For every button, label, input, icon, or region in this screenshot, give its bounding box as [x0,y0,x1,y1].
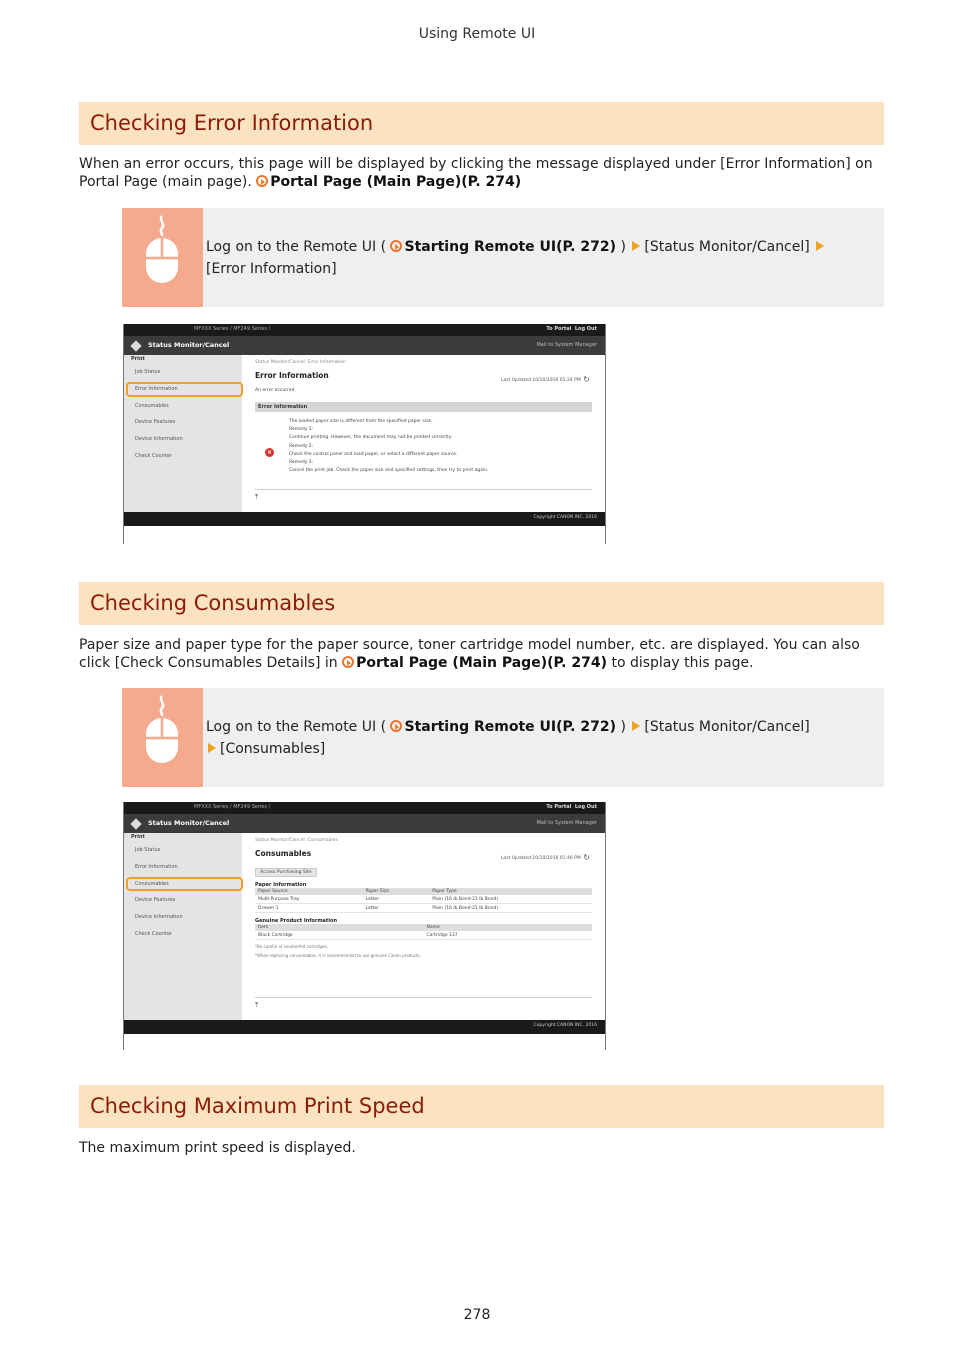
highlight-outline [126,382,243,397]
screenshot-titlebar: Status Monitor/Cancel Mail to System Manager [124,336,605,355]
link-arrow-icon [390,240,402,252]
remote-ui-logo-icon [130,818,141,829]
step-arrow-icon [632,241,640,251]
section-title: Checking Maximum Print Speed [90,1094,425,1118]
to-top-icon[interactable]: ⤒ [255,1001,259,1009]
step-text: Log on to the Remote UI ( Starting Remote UI(P. 272) ) [Status Monitor/Cancel] [Error Information] [206,236,866,280]
access-purchasing-site-button[interactable]: Access Purchasing Site [255,868,317,877]
screenshot-topbar: MFXXX Series / MF249 Series / To Portal Log Out [124,324,605,336]
section-title: Checking Consumables [90,591,336,615]
sidebar-item-job-status[interactable]: Job Status [135,369,161,375]
menu-path-error-information: [Error Information] [206,261,337,277]
to-portal-link[interactable]: To Portal [546,326,572,332]
table-row: Multi-Purpose Tray Letter Plain (16 lb Bond-21 lb Bond) [255,895,592,904]
genuine-product-table: Item Name Black Cartridge Cartridge 137 [255,924,592,940]
section-heading-error-information [79,102,884,145]
sidebar-item-error-information[interactable]: Error Information [124,381,242,398]
starting-remote-ui-link[interactable]: Starting Remote UI(P. 272) [390,719,616,735]
highlight-outline [126,877,243,892]
paper-info-table: Paper Source Paper Size Paper Type Multi-Purpose Tray Letter Plain (16 lb Bond-21 lb Bond) Drawer 1 Letter Plain (16 lb Bond-21 lb Bond) [255,888,592,913]
portal-page-link[interactable]: Portal Page (Main Page)(P. 274) [342,655,607,671]
sidebar-item-job-status[interactable]: Job Status [135,847,161,853]
menu-path-status-monitor: [Status Monitor/Cancel] [644,719,810,735]
sidebar-item-device-features[interactable]: Device Features [135,897,176,904]
page-number: 278 [463,1307,491,1323]
intro-text: When an error occurs, this page will be displayed by clicking the message displayed under [Error Information] on Portal Page (main page). [79,156,873,190]
procedure-step [122,688,884,787]
to-top-icon[interactable]: ⤒ [255,493,259,501]
sidebar-item-check-counter[interactable]: Check Counter [135,930,172,937]
screenshot-main: Status Monitor/Cancel: Error Information Error Information Last Updated:10/10/2016 01:24 PM ↻ An error occurred. Error Information × The loaded paper size is different from the specified paper size. Remedy 1: Continue printing. However, the document may not be printed correctly. Remedy 2: Check the control panel and load paper, or select a different paper source. Remedy 3: Cancel the print job. Check the paper size and specified settings, then try to print again. ⤒ [242,355,605,512]
sidebar-item-consumables[interactable]: Consumables [124,876,242,893]
screenshot-sidebar: Print Job Status Error Information Consumables Device Features Device Information Check Counter [124,833,242,1020]
sidebar-item-device-features[interactable]: Device Features [135,419,176,426]
log-out-link[interactable]: Log Out [574,326,597,332]
screenshot-error-information: MFXXX Series / MF249 Series / To Portal Log Out Status Monitor/Cancel Mail to System Manager Print Job Status Error Information Consumables Device Features Device Information Check Counter Status Monitor/Cancel: Error Information Error Information Last Updated:10/10/2016 01:24 PM ↻ An error occurred. Error Information × The loaded paper size is different from the specified paper size. Remedy 1: Continue printing. However, the document may not be printed correctly. Remedy 2: Check the control panel and load paper, or select a different paper source. Remedy 3: Cancel the print job. Check the paper size and specified settings, then try to print again. ⤒ Copyright CANON INC. 2016 [123,324,606,544]
mouse-icon [142,214,182,286]
portal-page-link[interactable]: Portal Page (Main Page)(P. 274) [256,174,521,190]
screenshot-main: Status Monitor/Cancel: Consumables Consumables Last Updated:10/10/2016 01:46 PM ↻ Access Purchasing Site Paper Information Paper Source Paper Size Paper Type Multi-Purpose Tray Letter Plain (16 lb Bond-21 lb Bond) Drawer 1 Letter Plain (16 lb Bond-21 lb Bond) Genuine Product Information Item Name Black Cartridge Cartridge 137 *Be careful of counterfeit cartridges. *When replacing consumables, it is recommended to use genuine Canon products. ⤒ [242,833,605,1020]
link-arrow-icon [256,175,268,187]
to-portal-link[interactable]: To Portal [546,804,572,810]
running-header: Using Remote UI [418,26,536,42]
mail-system-manager-link[interactable]: Mail to System Manager [536,342,597,348]
mouse-icon [142,694,182,766]
sidebar-item-check-counter[interactable]: Check Counter [135,452,172,459]
screenshot-consumables: MFXXX Series / MF249 Series / To Portal Log Out Status Monitor/Cancel Mail to System Manager Print Job Status Error Information Consumables Device Features Device Information Check Counter Status Monitor/Cancel: Consumables Consumables Last Updated:10/10/2016 01:46 PM ↻ Access Purchasing Site Paper Information Paper Source Paper Size Paper Type Multi-Purpose Tray Letter Plain (16 lb Bond-21 lb Bond) Drawer 1 Letter Plain (16 lb Bond-21 lb Bond) Genuine Product Information Item Name Black Cartridge Cartridge 137 *Be careful of counterfeit cartridges. *When replacing consumables, it is recommended to use genuine Canon products. ⤒ Copyright CANON INC. 2016 [123,802,606,1050]
link-arrow-icon [390,720,402,732]
section-intro [79,155,879,191]
screenshot-sidebar: Print Job Status Error Information Consumables Device Features Device Information Check Counter [124,355,242,512]
table-row: Black Cartridge Cartridge 137 [255,931,592,940]
step-arrow-icon [816,241,824,251]
table-row: Drawer 1 Letter Plain (16 lb Bond-21 lb Bond) [255,904,592,913]
mail-system-manager-link[interactable]: Mail to System Manager [536,820,597,826]
menu-path-consumables: [Consumables] [220,741,326,757]
remote-ui-logo-icon [130,340,141,351]
procedure-step [122,208,884,307]
error-x-icon: × [266,449,273,456]
section-title: Checking Error Information [90,111,374,135]
section-intro: Paper size and paper type for the paper source, toner cartridge model number, etc. are displayed. You can also click [Check Consumables Details] in Portal Page (Main Page)(P. 274) to display this page. [79,637,860,671]
menu-path-status-monitor: [Status Monitor/Cancel] [644,239,810,255]
sidebar-item-error-information[interactable]: Error Information [135,863,178,870]
starting-remote-ui-link[interactable]: Starting Remote UI(P. 272) [390,239,616,255]
section-intro: The maximum print speed is displayed. [79,1140,356,1156]
link-arrow-icon [342,656,354,668]
sidebar-item-device-information[interactable]: Device Information [135,914,183,921]
log-out-link[interactable]: Log Out [574,804,597,810]
sidebar-item-consumables[interactable]: Consumables [135,402,169,409]
step-arrow-icon [208,743,216,753]
step-arrow-icon [632,721,640,731]
mouse-icon-panel [122,688,203,787]
sidebar-item-device-information[interactable]: Device Information [135,436,183,443]
step-text: Log on to the Remote UI ( Starting Remote UI(P. 272) ) [Status Monitor/Cancel] [Consumables] [206,719,810,757]
refresh-button[interactable]: Last Updated:10/10/2016 01:46 PM ↻ [501,853,590,862]
section-heading-consumables [79,582,884,625]
mouse-icon-panel [122,208,203,307]
refresh-button[interactable]: Last Updated:10/10/2016 01:24 PM ↻ [501,375,590,384]
section-heading-max-print-speed [79,1085,884,1128]
